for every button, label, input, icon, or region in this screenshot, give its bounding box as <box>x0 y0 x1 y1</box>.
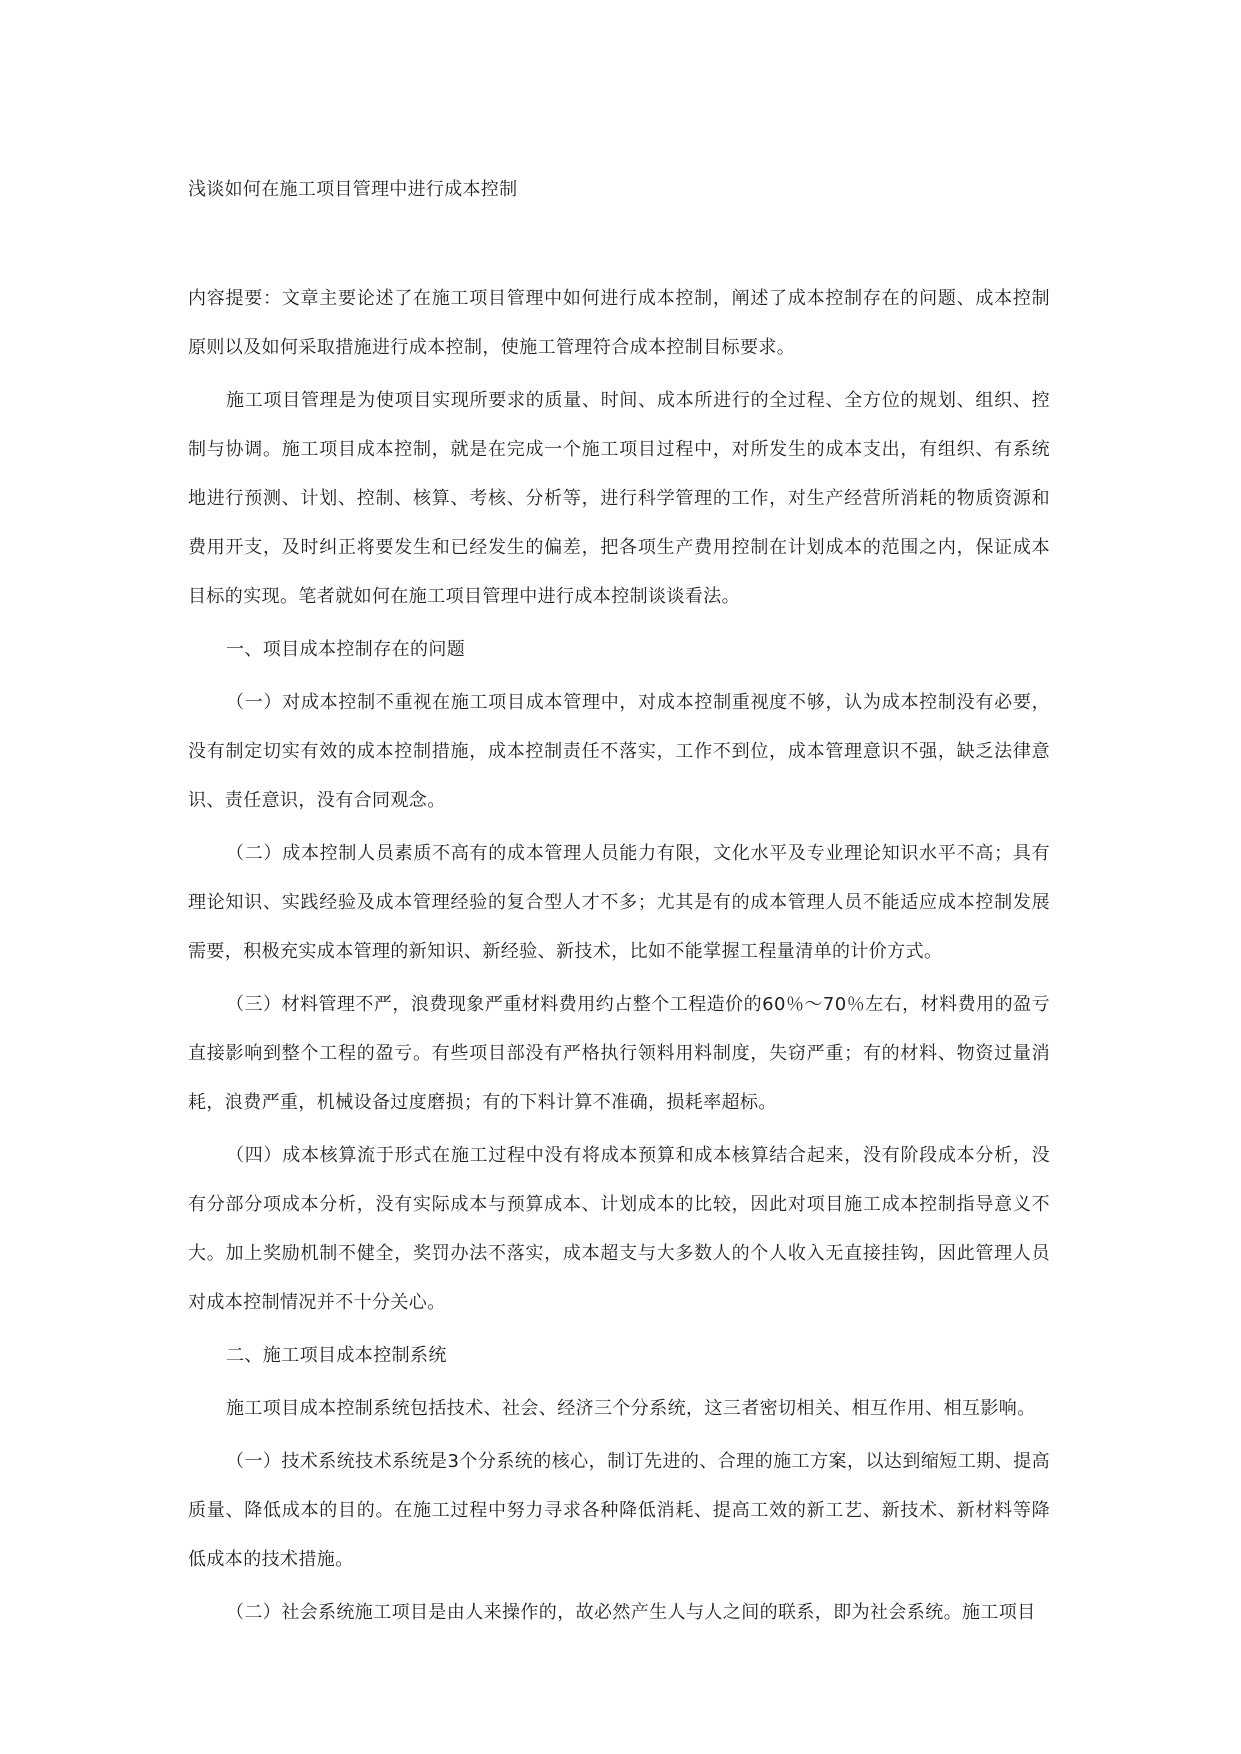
section-heading-1: 一、项目成本控制存在的问题 <box>226 639 466 660</box>
document-title: 浅谈如何在施工项目管理中进行成本控制 <box>188 179 518 200</box>
abstract-paragraph: 内容提要：文章主要论述了在施工项目管理中如何进行成本控制，阐述了成本控制存在的问题、成本控制原则以及如何采取措施进行成本控制，使施工管理符合成本控制目标要求。 <box>188 288 1050 358</box>
body-paragraph: （一）对成本控制不重视在施工项目成本管理中，对成本控制重视度不够，认为成本控制没有必要，没有制定切实有效的成本控制措施，成本控制责任不落实，工作不到位，成本管理意识不强，缺乏法律意识、责任意识，没有合同观念。 <box>188 692 1050 811</box>
body-paragraph: （一）技术系统技术系统是3个分系统的核心，制订先进的、合理的施工方案，以达到缩短工期、提高质量、降低成本的目的。在施工过程中努力寻求各种降低消耗、提高工效的新工艺、新技术、新材料等降低成本的技术措施。 <box>188 1451 1050 1570</box>
body-paragraph: 施工项目成本控制系统包括技术、社会、经济三个分系统，这三者密切相关、相互作用、相互影响。 <box>226 1398 1036 1419</box>
body-paragraph: （三）材料管理不严，浪费现象严重材料费用约占整个工程造价的60％～70％左右，材料费用的盈亏直接影响到整个工程的盈亏。有些项目部没有严格执行领料用料制度，失窃严重；有的材料、物资过量消耗，浪费严重，机械设备过度磨损；有的下料计算不准确，损耗率超标。 <box>188 994 1050 1113</box>
body-paragraph: （二）成本控制人员素质不高有的成本管理人员能力有限，文化水平及专业理论知识水平不高；具有理论知识、实践经验及成本管理经验的复合型人才不多；尤其是有的成本管理人员不能适应成本控制发展需要，积极充实成本管理的新知识、新经验、新技术，比如不能掌握工程量清单的计价方式。 <box>188 843 1050 962</box>
intro-paragraph: 施工项目管理是为使项目实现所要求的质量、时间、成本所进行的全过程、全方位的规划、组织、控制与协调。施工项目成本控制，就是在完成一个施工项目过程中，对所发生的成本支出，有组织、有系统地进行预测、计划、控制、核算、考核、分析等，进行科学管理的工作，对生产经营所消耗的物质资源和费用开支，及时纠正将要发生和已经发生的偏差，把各项生产费用控制在计划成本的范围之内，保证成本目标的实现。笔者就如何在施工项目管理中进行成本控制谈谈看法。 <box>188 390 1050 607</box>
section-heading-2: 二、施工项目成本控制系统 <box>226 1345 447 1366</box>
document-body <box>188 274 1050 1641</box>
body-paragraph: （二）社会系统施工项目是由人来操作的，故必然产生人与人之间的联系，即为社会系统。施工项目 <box>226 1602 1036 1623</box>
body-paragraph: （四）成本核算流于形式在施工过程中没有将成本预算和成本核算结合起来，没有阶段成本分析，没有分部分项成本分析，没有实际成本与预算成本、计划成本的比较，因此对项目施工成本控制指导意义不大。加上奖励机制不健全，奖罚办法不落实，成本超支与大多数人的个人收入无直接挂钩，因此管理人员对成本控制情况并不十分关心。 <box>188 1145 1050 1313</box>
